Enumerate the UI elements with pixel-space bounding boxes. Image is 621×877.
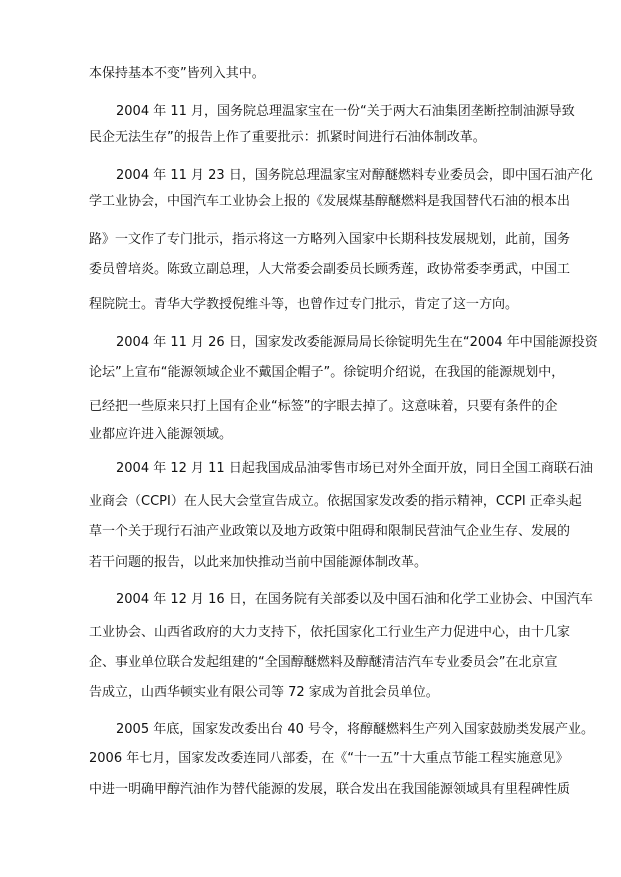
paragraph-line: 2004 年 12 月 16 日，在国务院有关部委以及中国石油和化学工业协会、中国汽车	[116, 592, 593, 607]
paragraph-line: 2004 年 11 月 23 日，国务院总理温家宝对醇醚燃料专业委员会，即中国石油产化	[116, 168, 593, 183]
paragraph-line: 业商会（CCPI）在人民大会堂宣告成立。依据国家发改委的指示精神，CCPI 正牵头起	[89, 494, 582, 509]
paragraph-line: 本保持基本不变”皆列入其中。	[89, 66, 265, 81]
paragraph-line: 企、事业单位联合发起组建的“全国醇醚燃料及醇醚清洁汽车专业委员会”在北京宣	[89, 655, 558, 670]
paragraph-line: 2005 年底，国家发改委出台 40 号令，将醇醚燃料生产列入国家鼓励类发展产业。	[116, 722, 595, 737]
paragraph-line: 若干问题的报告，以此来加快推动当前中国能源体制改革。	[89, 555, 428, 570]
paragraph-line: 中进一明确甲醇汽油作为替代能源的发展，联合发出在我国能源领域具有里程碑性质	[89, 782, 571, 797]
paragraph-line: 告成立，山西华顿实业有限公司等 72 家成为首批会员单位。	[89, 685, 439, 700]
paragraph-line: 论坛”上宣布“能源领域企业不戴国企帽子”。徐锭明介绍说，在我国的能源规划中，	[89, 365, 565, 380]
paragraph-line: 学工业协会，中国汽车工业协会上报的《发展煤基醇醚燃料是我国替代石油的根本出	[89, 194, 571, 209]
paragraph-line: 2004 年 11 月，国务院总理温家宝在一份“关于两大石油集团垄断控制油源导致	[116, 104, 575, 119]
paragraph-line: 委员曾培炎。陈致立副总理，人大常委会副委员长顾秀莲，政协常委李勇武，中国工	[89, 262, 571, 277]
paragraph-line: 业都应许进入能源领域。	[89, 427, 233, 442]
paragraph-line: 路》一文作了专门批示，指示将这一方略列入国家中长期科技发展规划，此前，国务	[89, 232, 571, 247]
paragraph-line: 已经把一些原来只打上国有企业“标签”的字眼去掉了。这意味着，只要有条件的企	[89, 399, 558, 414]
paragraph-line: 2004 年 11 月 26 日，国家发改委能源局局长徐锭明先生在“2004 年中国能源投资	[116, 335, 598, 350]
paragraph-line: 草一个关于现行石油产业政策以及地方政策中阻碍和限制民营油气企业生存、发展的	[89, 524, 571, 539]
paragraph-line: 民企无法生存”的报告上作了重要批示：抓紧时间进行石油体制改革。	[89, 130, 486, 145]
paragraph-line: 2006 年七月，国家发改委连同八部委，在《“十一五”十大重点节能工程实施意见》	[89, 751, 569, 766]
paragraph-line: 工业协会、山西省政府的大力支持下，依托国家化工行业生产力促进中心，由十几家	[89, 625, 571, 640]
paragraph-line: 程院院士。青华大学教授倪维斗等，也曾作过专门批示，肯定了这一方向。	[89, 297, 519, 312]
paragraph-line: 2004 年 12 月 11 日起我国成品油零售市场已对外全面开放，同日全国工商联石油	[116, 461, 593, 476]
